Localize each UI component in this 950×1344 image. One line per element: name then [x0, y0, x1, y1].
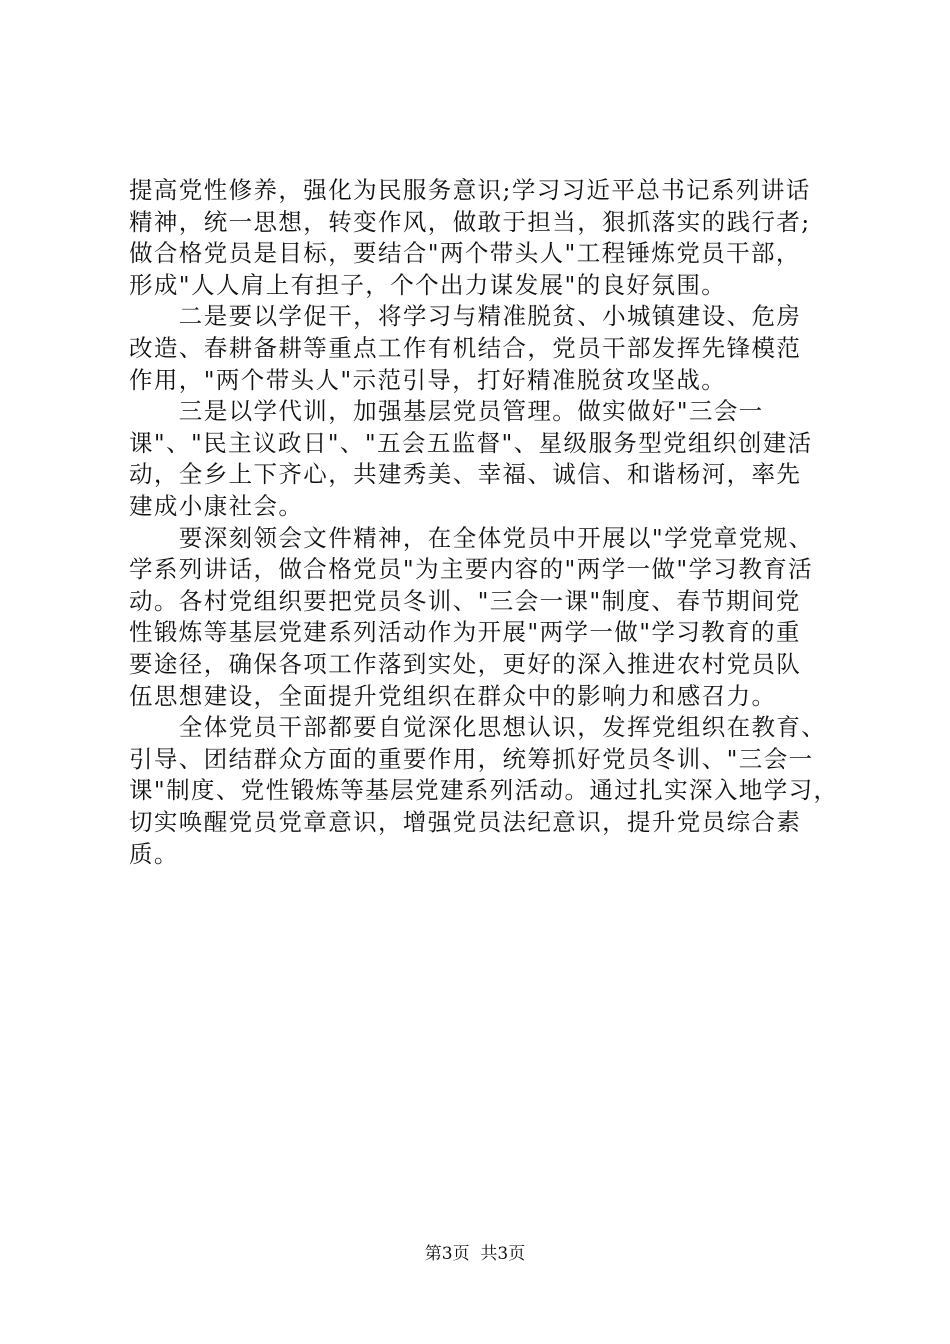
text-line: 精神，统一思想，转变作风，做敢于担当，狠抓落实的践行者;: [129, 207, 811, 236]
text-line: 动，全乡上下齐心，共建秀美、幸福、诚信、和谐杨河，率先: [129, 460, 802, 489]
text-line: 学系列讲话，做合格党员"为主要内容的"两学一做"学习教育活: [129, 555, 814, 584]
text-line: 做合格党员是目标，要结合"两个带头人"工程锤炼党员干部，: [129, 239, 801, 268]
text-line: 三是以学代训，加强基层党员管理。做实做好"三会一: [129, 397, 764, 426]
text-line: 课"制度、党性锻炼等基层党建系列活动。通过扎实深入地学习，: [129, 776, 839, 805]
text-line: 性锻炼等基层党建系列活动作为开展"两学一做"学习教育的重: [129, 618, 801, 647]
text-line: 作用，"两个带头人"示范引导，打好精准脱贫攻坚战。: [129, 365, 727, 394]
text-line: 改造、春耕备耕等重点工作有机结合，党员干部发挥先锋模范: [129, 334, 802, 362]
text-line: 二是要以学促干，将学习与精准脱贫、小城镇建设、危房: [129, 302, 802, 331]
text-line: 引导、团结群众方面的重要作用，统筹抓好党员冬训、"三会一: [129, 744, 814, 773]
text-line: 建成小康社会。: [129, 492, 304, 520]
text-line: 伍思想建设，全面提升党组织在群众中的影响力和感召力。: [129, 681, 777, 710]
text-line: 形成"人人肩上有担子，个个出力谋发展"的良好氛围。: [129, 270, 727, 299]
text-line: 要深刻领会文件精神，在全体党员中开展以"学党章党规、: [129, 523, 814, 552]
text-line: 提高党性修养，强化为民服务意识;学习习近平总书记系列讲话: [129, 176, 811, 204]
text-line: 动。各村党组织要把党员冬训、"三会一课"制度、春节期间党: [129, 586, 801, 615]
text-line: 质。: [129, 839, 179, 868]
text-line: 课"、"民主议政日"、"五会五监督"、星级服务型党组织创建活: [129, 428, 813, 457]
text-line: 切实唤醒党员党章意识，增强党员法纪意识，提升党员综合素: [129, 808, 802, 836]
text-line: 全体党员干部都要自觉深化思想认识，发挥党组织在教育、: [129, 713, 827, 742]
page-footer: 第3页 共3页: [424, 1244, 526, 1264]
text-line: 要途径，确保各项工作落到实处，更好的深入推进农村党员队: [129, 650, 802, 678]
